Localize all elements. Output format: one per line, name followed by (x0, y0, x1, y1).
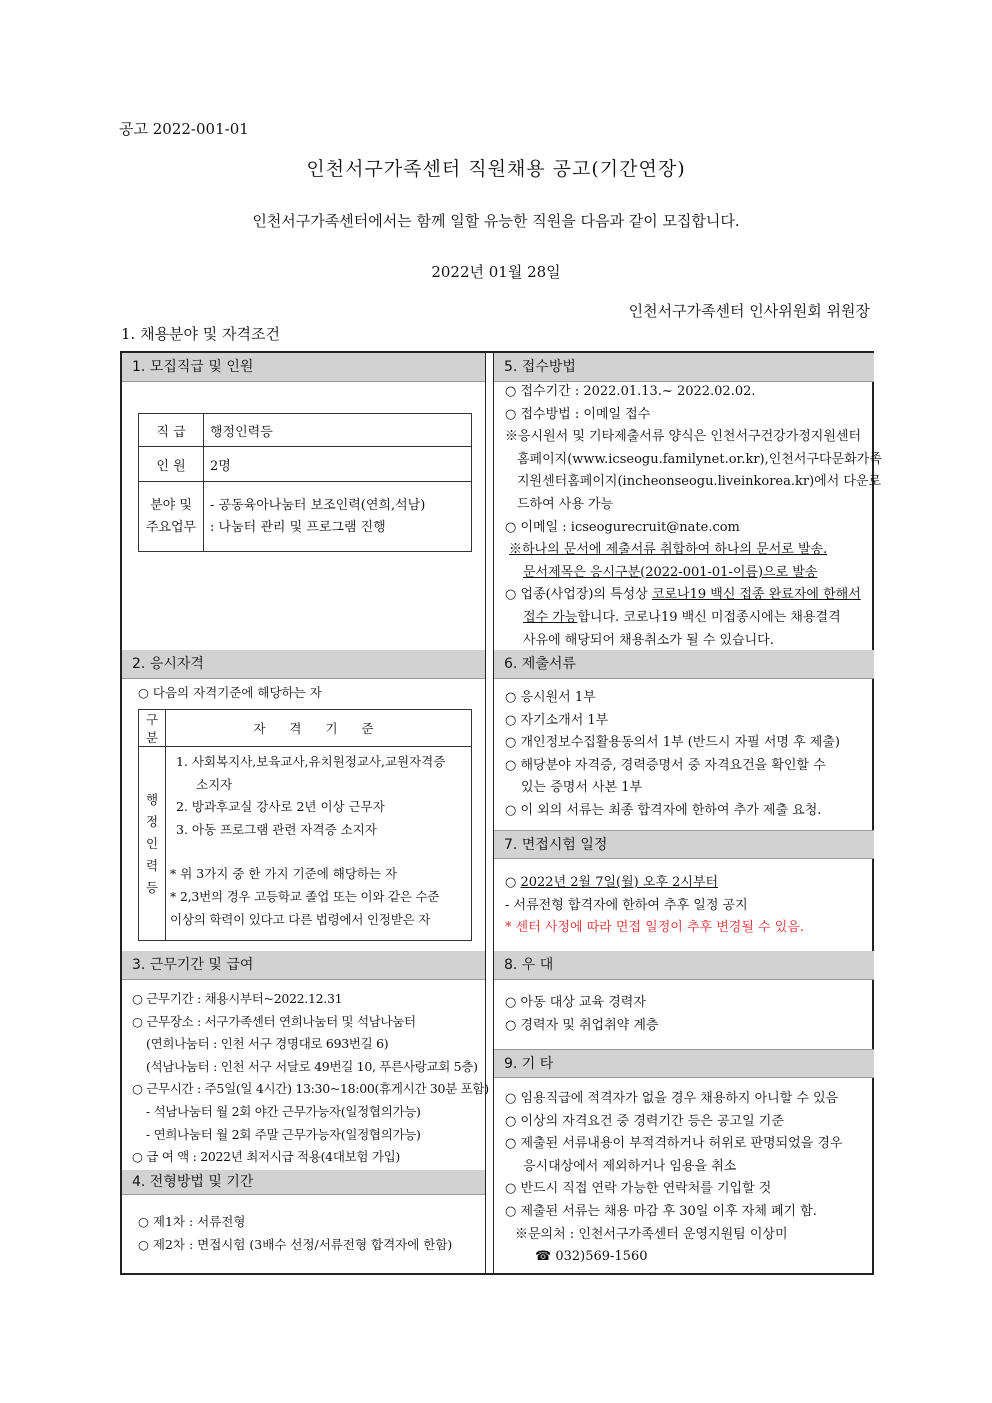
duty-value: - 공동육아나눔터 보조인력(연희,석남) : 나눔터 관리 및 프로그램 진행 (204, 482, 472, 552)
period-pay-list: ○ 근무기간 : 채용시부터~2022.12.31 ○ 근무장소 : 서구가족센터 연희나눔터 및 석남나눔터 (연희나눔터 : 인천 서구 경명대로 693번길 6) (석남나눔터 : 인천 서구 서달로 49번길 10, 푸른사랑교회 5층) ○ 근무시간 : 주5일(일 4시간) 13:30~18:00(휴게시간 30분 포함) - 석남나눔터 월 2회 야간 근무가능자(일정협의가능) - 연희나눔터 월 2회 주말 근무가능자(일정협의가능) ○ 급 여 액 : 2022년 최저시급 적용(4대보험 가입) (132, 991, 489, 1165)
rank-label: 직 급 (139, 414, 204, 447)
duty-label: 분야 및 주요업무 (139, 482, 204, 552)
section-header-positions: 1. 모집직급 및 인원 (122, 353, 485, 382)
eligibility-lead: ○ 다음의 자격기준에 해당하는 자 (138, 685, 322, 700)
eligibility-table (138, 709, 472, 941)
criteria-list: 1. 사회복지사,보육교사,유치원정교사,교원자격증 소지자 2. 방과후교실 강사로 2년 이상 근무자 3. 아동 프로그램 관련 자격증 소지자 * 위 3가지 중 한 가지 기준에 해당하는 자 * 2,3번의 경우 고등학교 졸업 또는 이와 같은 수준 이상의 학력이 있다고 다른 법령에서 인정받은 자 (166, 747, 472, 941)
selection-list: ○ 제1차 : 서류전형 ○ 제2차 : 면접시험 (3배수 선정/서류전형 합격자에 한함) (138, 1214, 453, 1252)
section-header-documents: 6. 제출서류 (494, 650, 874, 679)
application-list: ○ 접수기간 : 2022.01.13.~ 2022.02.02. ○ 접수방법 : 이메일 접수 ※응시원서 및 기타제출서류 양식은 인천서구건강가정지원센터 홈페이지(www.icseogu.familynet.or.kr),인천서구다문화가족 지원센터홈페이지(incheonseogu.liveinkorea.kr)에서 다운로 드하여 사용 가능 ○ 이메일 : icseogurecruit@nate.com ※하나의 문서에 제출서류 취합하여 하나의 문서로 발송. 문서제목은 응시구분(2022-001-01-이름)으로 발송 ○ 업종(사업장)의 특성상 코로나19 백신 접종 완료자에 한해서 접수 가능합니다. 코로나19 백신 미접종시에는 채용결격 사유에 해당되어 채용취소가 될 수 있습니다. (505, 384, 882, 648)
section-header-period-pay: 3. 근무기간 및 급여 (122, 951, 485, 980)
page-title: 인천서구가족센터 직원채용 공고(기간연장) (306, 158, 686, 180)
section-header-preference: 8. 우 대 (494, 951, 874, 980)
positions-table (138, 413, 472, 552)
others-list: ○ 임용직급에 적격자가 없을 경우 채용하지 아니할 수 있음 ○ 이상의 자격요건 중 경력기간 등은 공고일 기준 ○ 제출된 서류내용이 부적격하거나 허위로 판명되었을 경우 응시대상에서 제외하거나 임용을 취소 ○ 반드시 직접 연락 가능한 연락처를 기입할 것 ○ 제출된 서류는 채용 마감 후 30일 이후 자체 폐기 함. ※문의처 : 인천서구가족센터 운영지원팀 이상미 ☎ 032)569-1560 (505, 1088, 843, 1269)
phone-line: ☎ 032)569-1560 (535, 1249, 648, 1265)
intro-text: 인천서구가족센터에서는 함께 일할 유능한 직원을 다음과 같이 모집합니다. (252, 212, 740, 230)
section-header-interview: 7. 면접시험 일정 (494, 830, 874, 859)
section-header-application: 5. 접수방법 (494, 353, 874, 382)
rank-value: 행정인력등 (204, 414, 472, 447)
section-header-eligibility: 2. 응시자격 (122, 650, 485, 679)
category-admin: 행정 인력 등 (139, 747, 166, 941)
headcount-label: 인 원 (139, 447, 204, 482)
documents-list: ○ 응시원서 1부 ○ 자기소개서 1부 ○ 개인정보수집활용동의서 1부 (반드시 자필 서명 후 제출) ○ 해당분야 자격증, 경력증명서 중 자격요건을 확인할 수 있는 증명서 사본 1부 ○ 이 외의 서류는 최종 합격자에 한하여 추가 제출 요청. (505, 690, 840, 818)
issuer: 인천서구가족센터 인사위원회 위원장 (628, 302, 870, 320)
notice-number: 공고 2022-001-01 (119, 120, 249, 138)
section-header-selection: 4. 전형방법 및 기간 (122, 1170, 485, 1195)
headcount-value: 2명 (204, 447, 472, 482)
column-criteria: 자 격 기 준 (166, 710, 472, 747)
preference-list: ○ 아동 대상 교육 경력자 ○ 경력자 및 취업취약 계층 (505, 995, 659, 1033)
notice-date: 2022년 01월 28일 (431, 263, 561, 281)
section-header-others: 9. 기 타 (494, 1049, 874, 1078)
column-category: 구분 (139, 710, 166, 747)
interview-list: ○ 2022년 2월 7일(월) 오후 2시부터 - 서류전형 합격자에 한하여 추후 일정 공지 * 센터 사정에 따라 면접 일정이 추후 변경될 수 있음. (505, 875, 804, 936)
section-title: 1. 채용분야 및 자격조건 (121, 325, 281, 343)
